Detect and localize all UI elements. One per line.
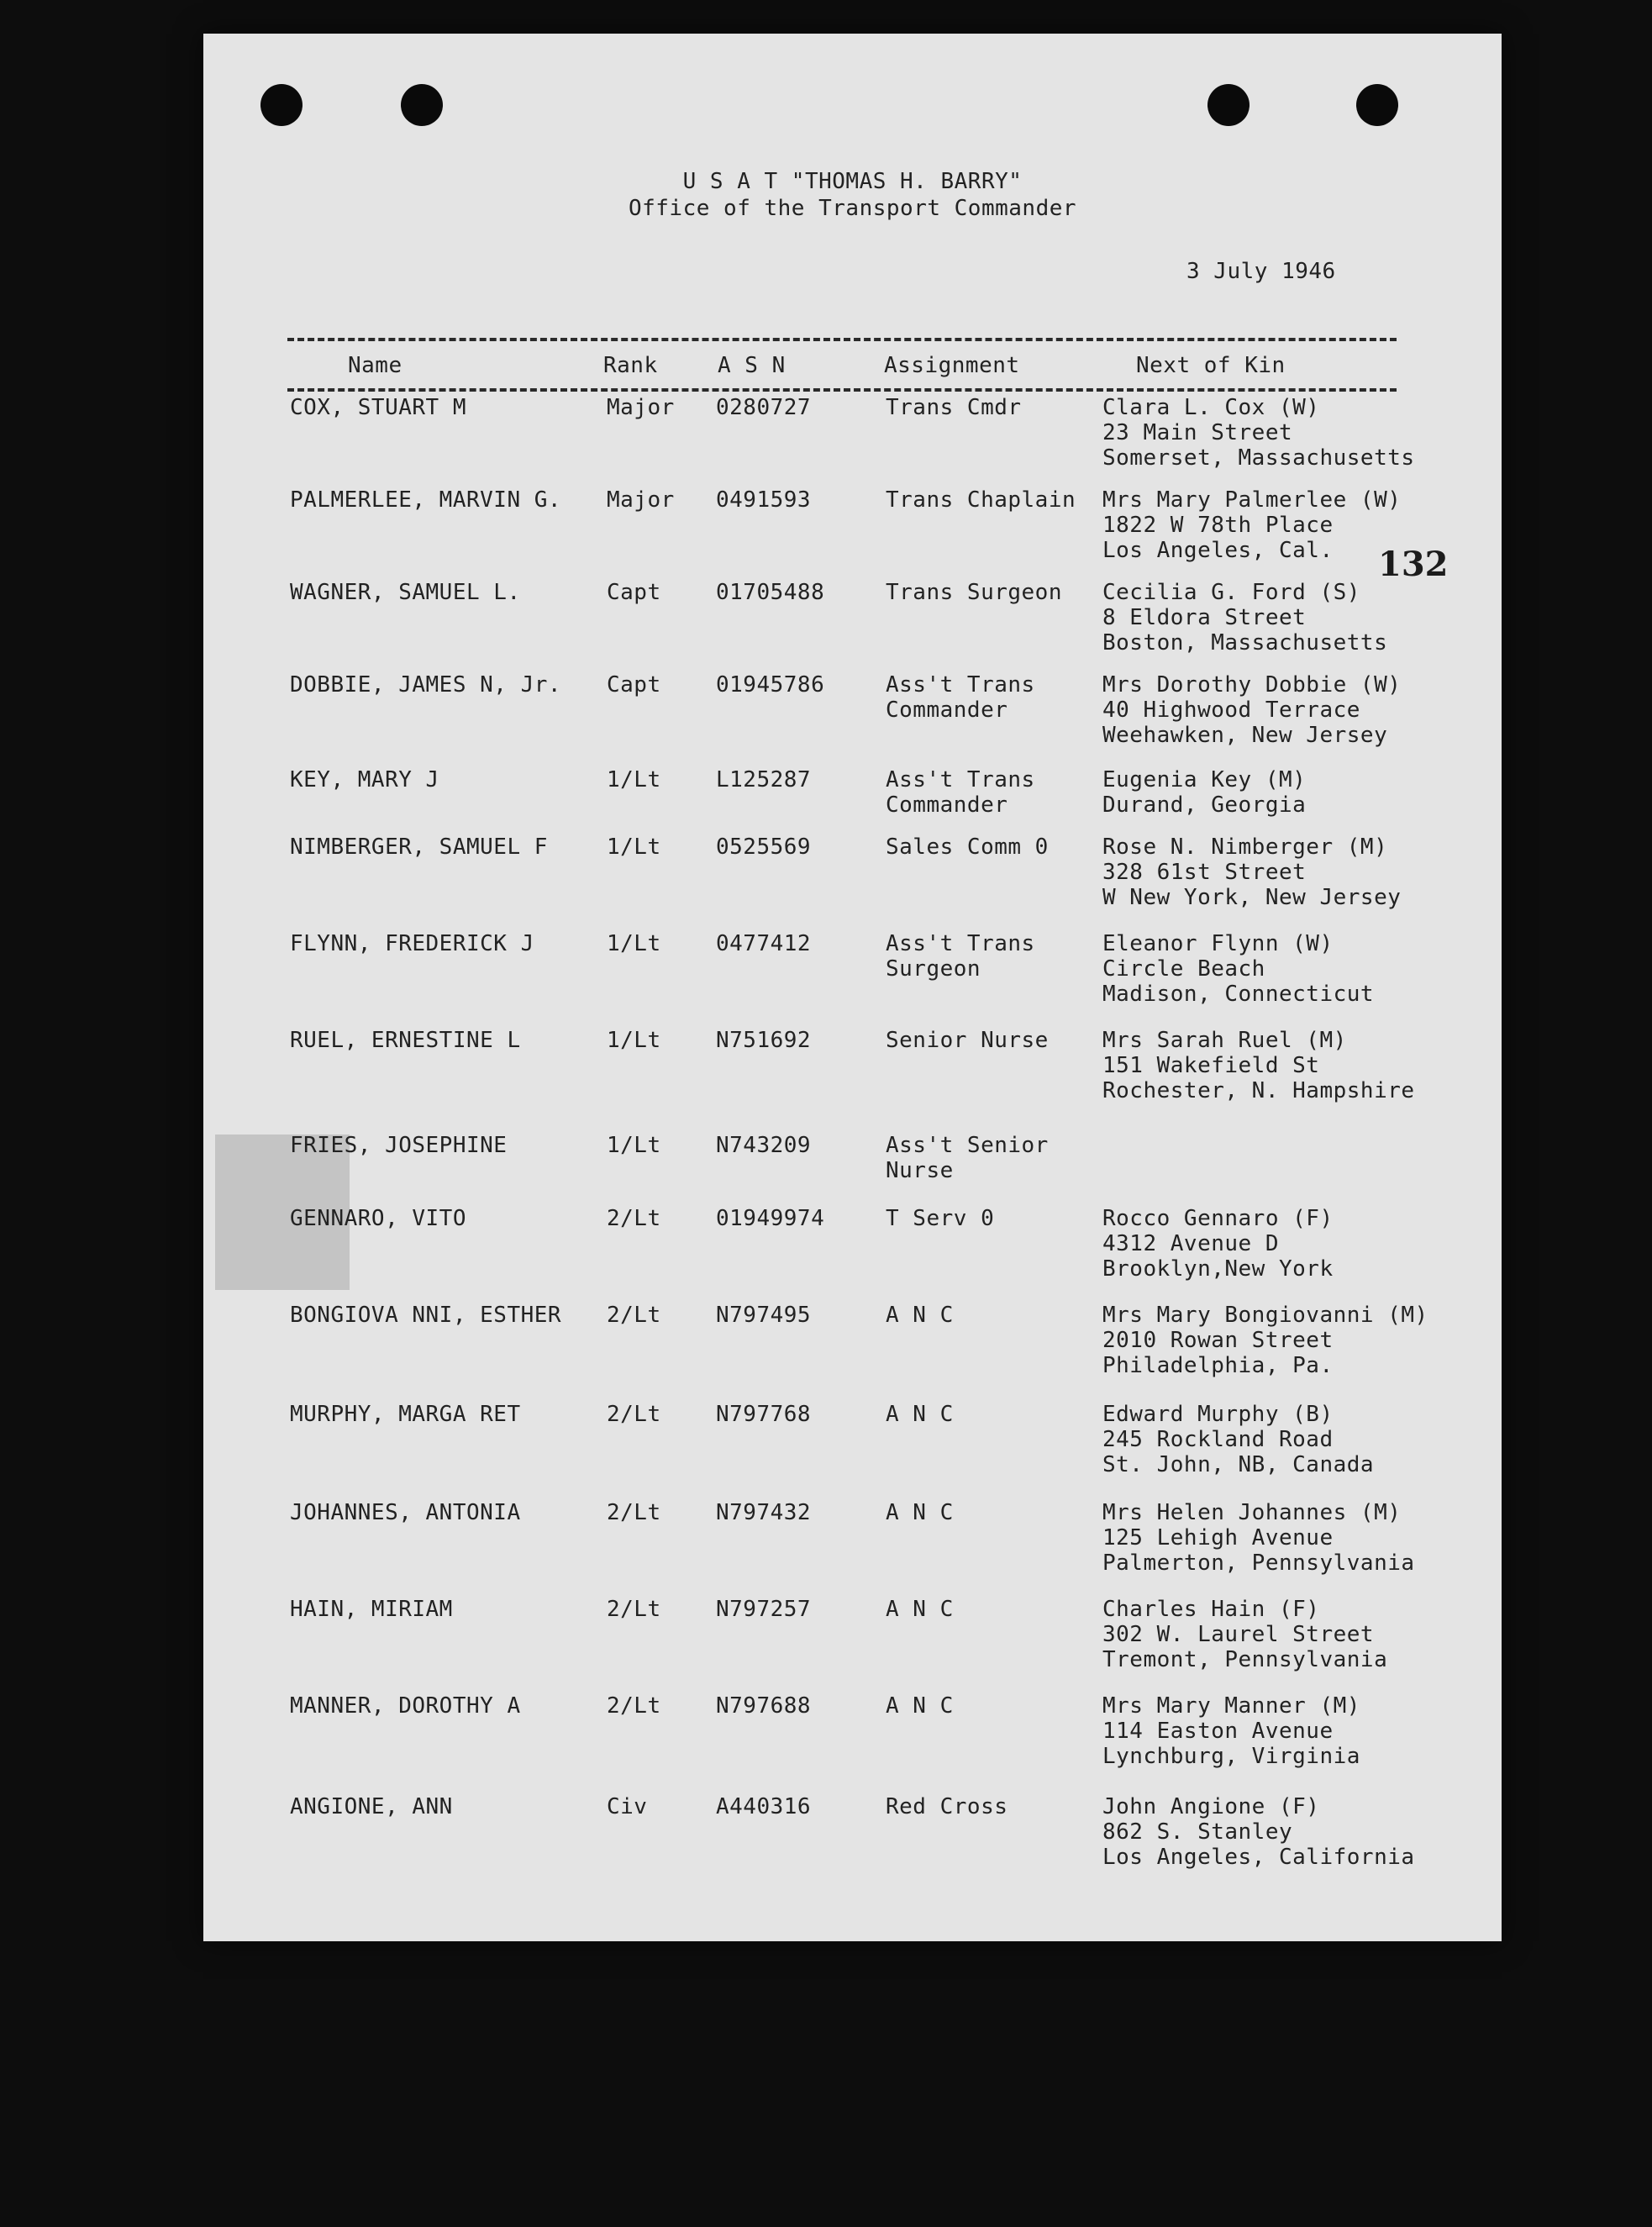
person-name: PALMERLEE, MARVIN G. <box>290 487 562 513</box>
rank: 2/Lt <box>607 1303 661 1328</box>
next-of-kin-line: 328 61st Street <box>1102 860 1307 885</box>
person-name: COX, STUART M <box>290 395 466 420</box>
assignment-line: Commander <box>886 792 1008 818</box>
next-of-kin <box>1102 767 1306 818</box>
rank: 2/Lt <box>607 1500 661 1525</box>
divider <box>287 338 1397 341</box>
next-of-kin-line: Somerset, Massachusetts <box>1102 445 1415 471</box>
asn: A440316 <box>716 1794 812 1819</box>
punch-hole <box>1207 84 1250 126</box>
assignment-line: Surgeon <box>886 956 981 982</box>
asn: 0280727 <box>716 395 812 420</box>
person-name: DOBBIE, JAMES N, Jr. <box>290 672 562 698</box>
next-of-kin-line: Cecilia G. Ford (S) <box>1102 580 1360 605</box>
next-of-kin <box>1102 1303 1428 1378</box>
assignment <box>886 1133 1049 1183</box>
rank: 2/Lt <box>607 1206 661 1231</box>
assignment <box>886 1500 954 1525</box>
next-of-kin <box>1102 834 1401 910</box>
assignment <box>886 1597 954 1622</box>
assignment <box>886 834 1049 860</box>
next-of-kin <box>1102 1402 1374 1477</box>
next-of-kin-line: Weehawken, New Jersey <box>1102 723 1388 748</box>
assignment-line: Ass't Trans <box>886 767 1035 792</box>
asn: 01705488 <box>716 580 825 605</box>
person-name: KEY, MARY J <box>290 767 439 792</box>
column-header-next-of-kin: Next of Kin <box>1136 353 1286 378</box>
next-of-kin <box>1102 1597 1387 1672</box>
next-of-kin <box>1102 1693 1360 1769</box>
next-of-kin-line: Rochester, N. Hampshire <box>1102 1078 1415 1103</box>
next-of-kin-line: 4312 Avenue D <box>1102 1231 1279 1256</box>
next-of-kin-line: W New York, New Jersey <box>1102 885 1402 910</box>
person-name: JOHANNES, ANTONIA <box>290 1500 521 1525</box>
next-of-kin-line: 40 Highwood Terrace <box>1102 698 1360 723</box>
person-name: MANNER, DOROTHY A <box>290 1693 521 1719</box>
next-of-kin-line: 23 Main Street <box>1102 420 1293 445</box>
rank: Civ <box>607 1794 648 1819</box>
assignment-line: A N C <box>886 1693 954 1719</box>
person-name: WAGNER, SAMUEL L. <box>290 580 521 605</box>
rank: 1/Lt <box>607 931 661 956</box>
next-of-kin-line: Los Angeles, California <box>1102 1845 1415 1870</box>
next-of-kin-line: Mrs Dorothy Dobbie (W) <box>1102 672 1402 698</box>
asn: 01945786 <box>716 672 825 698</box>
punch-hole <box>1356 84 1398 126</box>
next-of-kin-line: Mrs Mary Manner (M) <box>1102 1693 1360 1719</box>
next-of-kin <box>1102 1028 1415 1103</box>
assignment-line: Trans Cmdr <box>886 395 1022 420</box>
asn: N751692 <box>716 1028 812 1053</box>
column-header-rank: Rank <box>603 353 658 378</box>
assignment-line: Ass't Senior <box>886 1133 1049 1158</box>
next-of-kin-line: Charles Hain (F) <box>1102 1597 1320 1622</box>
next-of-kin-line: 245 Rockland Road <box>1102 1427 1334 1452</box>
document-page <box>203 34 1502 1941</box>
assignment <box>886 395 1022 420</box>
rank: Major <box>607 395 675 420</box>
next-of-kin-line: 8 Eldora Street <box>1102 605 1307 630</box>
next-of-kin-line: Clara L. Cox (W) <box>1102 395 1320 420</box>
asn: N797257 <box>716 1597 812 1622</box>
next-of-kin <box>1102 487 1401 563</box>
assignment-line: T Serv 0 <box>886 1206 995 1231</box>
next-of-kin <box>1102 395 1415 471</box>
next-of-kin-line: Rose N. Nimberger (M) <box>1102 834 1388 860</box>
rank: 1/Lt <box>607 767 661 792</box>
next-of-kin-line: Los Angeles, Cal. <box>1102 538 1334 563</box>
punch-hole <box>401 84 443 126</box>
next-of-kin-line: 862 S. Stanley <box>1102 1819 1293 1845</box>
asn: N743209 <box>716 1133 812 1158</box>
next-of-kin-line: John Angione (F) <box>1102 1794 1320 1819</box>
person-name: FRIES, JOSEPHINE <box>290 1133 508 1158</box>
document-heading <box>203 168 1502 222</box>
asn: N797432 <box>716 1500 812 1525</box>
next-of-kin <box>1102 1206 1334 1282</box>
person-name: BONGIOVA NNI, ESTHER <box>290 1303 562 1328</box>
next-of-kin-line: 151 Wakefield St <box>1102 1053 1320 1078</box>
ship-name: U S A T "THOMAS H. BARRY" <box>682 169 1023 194</box>
next-of-kin-line: Mrs Sarah Ruel (M) <box>1102 1028 1347 1053</box>
assignment-line: Ass't Trans <box>886 931 1035 956</box>
assignment-line: Trans Chaplain <box>886 487 1076 513</box>
asn: 0491593 <box>716 487 812 513</box>
asn: 01949974 <box>716 1206 825 1231</box>
document-date: 3 July 1946 <box>1186 259 1336 284</box>
next-of-kin <box>1102 1500 1415 1576</box>
person-name: RUEL, ERNESTINE L <box>290 1028 521 1053</box>
assignment-line: Nurse <box>886 1158 954 1183</box>
office-name: Office of the Transport Commander <box>628 196 1077 221</box>
assignment-line: A N C <box>886 1500 954 1525</box>
column-header-assignment: Assignment <box>884 353 1020 378</box>
rank: 2/Lt <box>607 1693 661 1719</box>
assignment <box>886 1028 1049 1053</box>
next-of-kin-line: Mrs Mary Palmerlee (W) <box>1102 487 1402 513</box>
asn: 0525569 <box>716 834 812 860</box>
person-name: NIMBERGER, SAMUEL F <box>290 834 548 860</box>
divider <box>287 388 1397 392</box>
asn: L125287 <box>716 767 812 792</box>
asn: N797768 <box>716 1402 812 1427</box>
assignment <box>886 580 1062 605</box>
next-of-kin <box>1102 1794 1415 1870</box>
next-of-kin-line: Mrs Mary Bongiovanni (M) <box>1102 1303 1428 1328</box>
assignment-line: Red Cross <box>886 1794 1008 1819</box>
next-of-kin-line: Circle Beach <box>1102 956 1265 982</box>
next-of-kin-line: Durand, Georgia <box>1102 792 1307 818</box>
person-name: HAIN, MIRIAM <box>290 1597 453 1622</box>
next-of-kin-line: 302 W. Laurel Street <box>1102 1622 1375 1647</box>
assignment <box>886 1206 994 1231</box>
next-of-kin-line: Eleanor Flynn (W) <box>1102 931 1334 956</box>
next-of-kin-line: Madison, Connecticut <box>1102 982 1375 1007</box>
rank: Capt <box>607 672 661 698</box>
next-of-kin-line: Rocco Gennaro (F) <box>1102 1206 1334 1231</box>
assignment <box>886 931 1035 982</box>
next-of-kin <box>1102 580 1387 655</box>
rank: 1/Lt <box>607 1133 661 1158</box>
column-header-name: Name <box>348 353 402 378</box>
rank: 2/Lt <box>607 1402 661 1427</box>
next-of-kin-line: 1822 W 78th Place <box>1102 513 1334 538</box>
person-name: ANGIONE, ANN <box>290 1794 453 1819</box>
next-of-kin-line: 114 Easton Avenue <box>1102 1719 1334 1744</box>
person-name: MURPHY, MARGA RET <box>290 1402 521 1427</box>
next-of-kin <box>1102 672 1401 748</box>
assignment-line: Ass't Trans <box>886 672 1035 698</box>
rank: 1/Lt <box>607 834 661 860</box>
assignment <box>886 1693 954 1719</box>
next-of-kin-line: Brooklyn,New York <box>1102 1256 1334 1282</box>
assignment-line: Sales Comm 0 <box>886 834 1049 860</box>
rank: 2/Lt <box>607 1597 661 1622</box>
punch-hole <box>260 84 303 126</box>
next-of-kin-line: Mrs Helen Johannes (M) <box>1102 1500 1402 1525</box>
page-number: 132 <box>1378 545 1449 584</box>
next-of-kin-line: Edward Murphy (B) <box>1102 1402 1334 1427</box>
assignment-line: A N C <box>886 1303 954 1328</box>
next-of-kin-line: Palmerton, Pennsylvania <box>1102 1550 1415 1576</box>
assignment <box>886 1794 1008 1819</box>
assignment <box>886 487 1076 513</box>
asn: 0477412 <box>716 931 812 956</box>
rank: Capt <box>607 580 661 605</box>
assignment <box>886 767 1035 818</box>
next-of-kin-line: St. John, NB, Canada <box>1102 1452 1375 1477</box>
assignment-line: A N C <box>886 1402 954 1427</box>
next-of-kin <box>1102 931 1374 1007</box>
next-of-kin-line: 2010 Rowan Street <box>1102 1328 1334 1353</box>
asn: N797495 <box>716 1303 812 1328</box>
assignment <box>886 1402 954 1427</box>
assignment-line: A N C <box>886 1597 954 1622</box>
column-header-asn: A S N <box>718 353 786 378</box>
table-header <box>287 329 1397 405</box>
next-of-kin-line: 125 Lehigh Avenue <box>1102 1525 1334 1550</box>
rank: Major <box>607 487 675 513</box>
asn: N797688 <box>716 1693 812 1719</box>
assignment-line: Trans Surgeon <box>886 580 1062 605</box>
next-of-kin-line: Eugenia Key (M) <box>1102 767 1307 792</box>
next-of-kin-line: Philadelphia, Pa. <box>1102 1353 1334 1378</box>
next-of-kin-line: Boston, Massachusetts <box>1102 630 1388 655</box>
next-of-kin-line: Lynchburg, Virginia <box>1102 1744 1360 1769</box>
assignment-line: Senior Nurse <box>886 1028 1049 1053</box>
person-name: FLYNN, FREDERICK J <box>290 931 534 956</box>
person-name: GENNARO, VITO <box>290 1206 466 1231</box>
assignment <box>886 672 1035 723</box>
assignment-line: Commander <box>886 698 1008 723</box>
assignment <box>886 1303 954 1328</box>
rank: 1/Lt <box>607 1028 661 1053</box>
next-of-kin-line: Tremont, Pennsylvania <box>1102 1647 1388 1672</box>
